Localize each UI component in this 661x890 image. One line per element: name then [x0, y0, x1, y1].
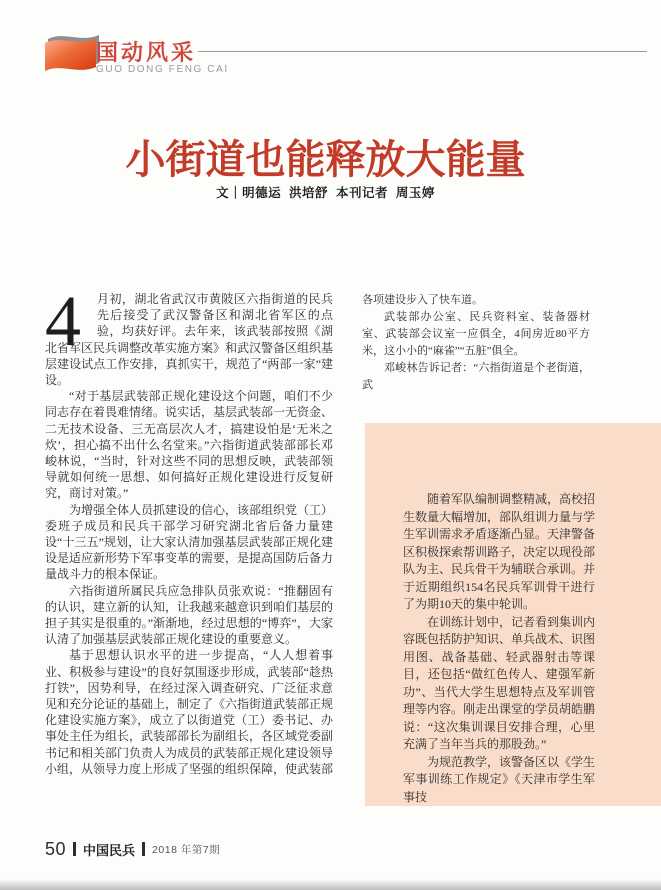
red-flag-icon	[42, 29, 100, 79]
page-number: 50	[45, 838, 67, 859]
paragraph: 六指街道所属民兵应急排队员张欢说：“推翻固有的认识，建立新的认知，让我越来越意识到咱们基层的担子其实是很重的。”渐渐地，经过思想的“博弈”，大家认清了加强基层武装部正规化建设的重要意义。	[45, 583, 334, 647]
paragraph: 武装部办公室、民兵资料室、装备器材室、武装部会议室一应俱全，4间房近80平方米，这小小的“麻雀”“五脏”俱全。	[362, 311, 590, 357]
footer-divider	[73, 842, 76, 856]
paragraph	[45, 281, 334, 388]
header-rule	[198, 51, 647, 52]
article-title: 小街道也能释放大能量	[125, 137, 526, 182]
article-byline: 文｜明德运 洪培舒 本刊记者 周玉婷	[216, 186, 435, 200]
right-column	[362, 292, 590, 394]
sidebar-paragraph: 随着军队编制调整精减，高校招生数量大幅增加，部队组训力量与学生军训需求矛盾逐渐凸显。天津警备区积极探索帮训路子，决定以现役部队为主、民兵骨干为辅联合承训。并于近期组织154名民兵军训骨干进行了为期10天的集中轮训。	[403, 492, 596, 611]
paragraph: 各项建设步入了快车道。	[362, 294, 483, 306]
paragraph: 邓峻林告诉记者：“六指街道是个老街道，武	[362, 362, 590, 391]
paragraph-text: 月初，湖北省武汉市黄陂区六指街道的民兵先后接受了武汉警备区和湖北省军区的点验，均获好评。去年来，该武装部按照《湖北省军区民兵调整改革实施方案》和武汉警备区组织基层建设试点工作安排，真抓实干，规范了“两部一家”建设。	[45, 292, 334, 388]
section-subtitle: GUO DONG FENG CAI	[96, 64, 229, 75]
drop-cap: 4	[45, 281, 81, 361]
section-title: 国动风采	[96, 40, 197, 65]
paragraph: 为增强全体人员抓建设的信心，该部组织党（工）委班子成员和民兵干部学习研究湖北省后备力量建设“十三五”规划，让大家认清加强基层武装部正规化建设是适应新形势下军事变革的需要，是提高国防后备力量战斗力的根本保证。	[45, 502, 334, 582]
sidebar-paragraph: 在训练计划中，记者看到集训内容既包括防护知识、单兵战术、识图用图、战备基础、轻武器射击等课目，还包括“做红色传人、建强军新功”、当代大学生思想特点及军训管理等内容。刚走出课堂的学员胡皓鹏说：“这次集训课目安排合理，心里充满了当年当兵的那股劲。”	[403, 614, 596, 751]
sidebar-paragraph: 为规范教学，该警备区以《学生军事训练工作规定》《天津市学生军事技	[403, 754, 596, 804]
footer-divider	[142, 842, 145, 856]
issue-label: 2018 年第7期	[152, 843, 221, 856]
left-column	[45, 281, 334, 777]
magazine-name: 中国民兵	[83, 842, 136, 858]
paragraph: 基于思想认识水平的进一步提高，“人人想着事业、积极参与建设”的良好氛围逐步形成，武装部“趁热打铁”，因势利导，在经过深入调查研究、广泛征求意见和充分论证的基础上，制定了《六指街道武装部正规化建设实施方案》，成立了以街道党（工）委书记、办事处主任为组长，武装部部长为副组长，各区域党委副书记和相关部门负责人为成员的武装部正规化建设领导小组，从领导力度上形成了坚强的组织保障，使武装部	[45, 648, 334, 776]
page-footer	[45, 838, 220, 860]
paragraph: “对于基层武装部正规化建设这个问题，咱们不少同志存在着畏难情绪。说实话，基层武装部一无资金、二无技术设备、三无高层次人才，搞建设怕是‘无米之炊’，担心搞不出什么名堂来。”六指街道武装部部长邓峻林说，“当时，针对这些不同的思想反映，武装部领导就如何统一思想、如何搞好正规化建设进行反复研究，商讨对策。”	[45, 389, 334, 501]
sidebar-highlight-box	[365, 423, 661, 806]
page-edge-shadow	[0, 879, 661, 890]
